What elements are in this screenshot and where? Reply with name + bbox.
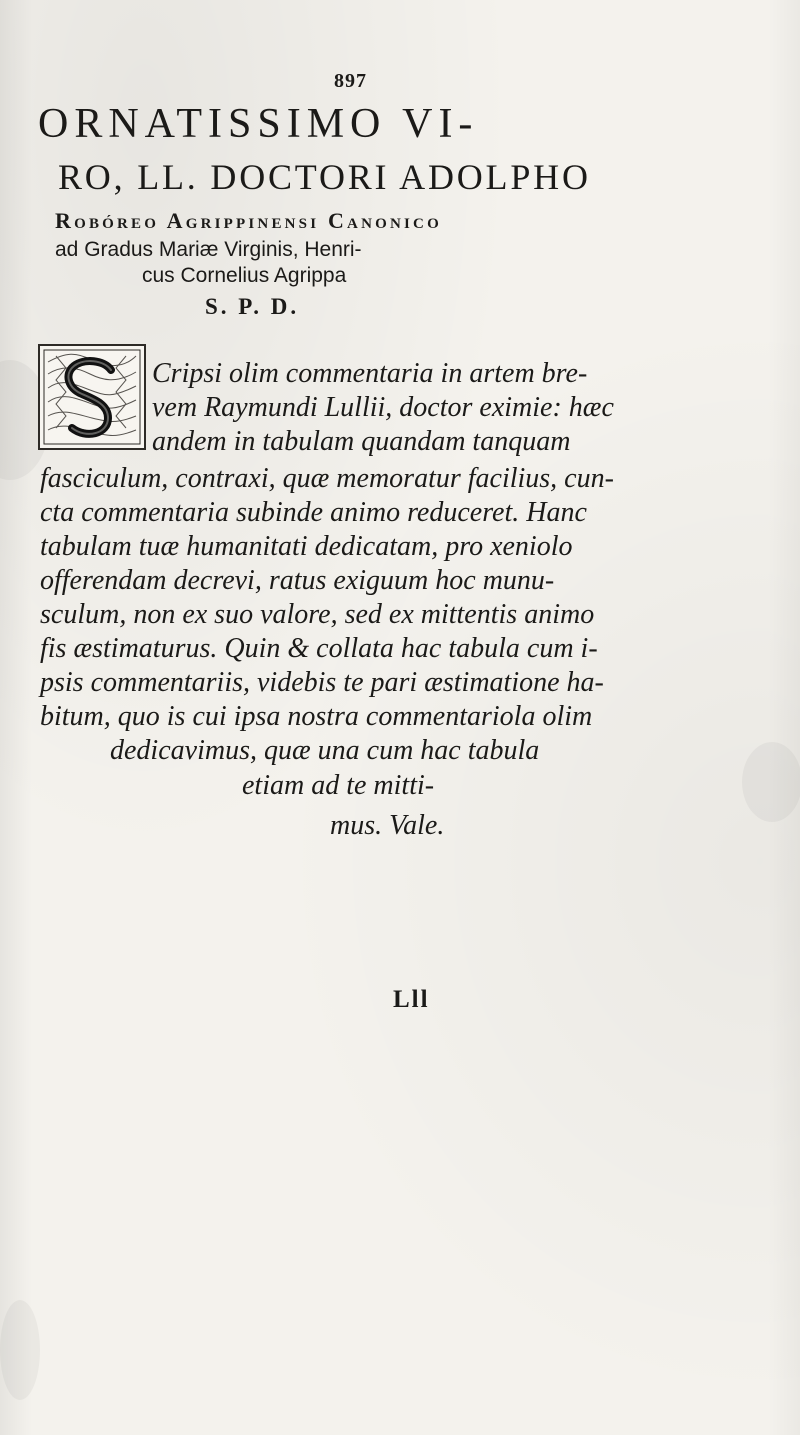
body-line: vem Raymundi Lullii, doctor eximie: hæc <box>152 392 614 423</box>
decorated-initial <box>38 344 146 450</box>
catchword: Lll <box>393 986 430 1013</box>
body-line: tabulam tuæ humanitati dedicatam, pro xeniolo <box>40 531 573 562</box>
body-line: bitum, quo is cui ipsa nostra commentariola olim <box>40 701 593 732</box>
body-line: fis æstimaturus. Quin & collata hac tabula cum i- <box>40 633 598 664</box>
closing-line-2: mus. Vale. <box>330 810 445 841</box>
page-number: 897 <box>334 70 367 92</box>
body-line: cta commentaria subinde animo reduceret. Hanc <box>40 497 587 528</box>
body-line: psis commentariis, videbis te pari æstimatione ha- <box>40 667 604 698</box>
body-line: Cripsi olim commentaria in artem bre- <box>152 358 588 389</box>
header-line-3: Robóreo Agrippinensi Canonico <box>55 208 442 233</box>
body-line: dedicavimus, quæ una cum hac tabula <box>110 735 540 766</box>
header-line-1: ORNATISSIMO VI- <box>38 101 479 147</box>
header-line-5: cus Cornelius Agrippa <box>142 264 347 287</box>
body-line: fasciculum, contraxi, quæ memoratur facilius, cun- <box>40 463 614 494</box>
body-line: sculum, non ex suo valore, sed ex mittentis animo <box>40 599 595 630</box>
header-line-4: ad Gradus Mariæ Virginis, Henri- <box>55 238 362 261</box>
closing-line-1: etiam ad te mitti- <box>242 770 435 801</box>
decorated-initial-s <box>38 344 146 450</box>
paper-stain <box>742 742 800 822</box>
body-line: offerendam decrevi, ratus exiguum hoc munu- <box>40 565 555 596</box>
body-line: andem in tabulam quandam tanquam <box>152 426 571 457</box>
paper-stain <box>0 1300 40 1400</box>
salutation: S. P. D. <box>205 294 300 319</box>
header-line-2: RO, LL. DOCTORI ADOLPHO <box>58 157 591 197</box>
